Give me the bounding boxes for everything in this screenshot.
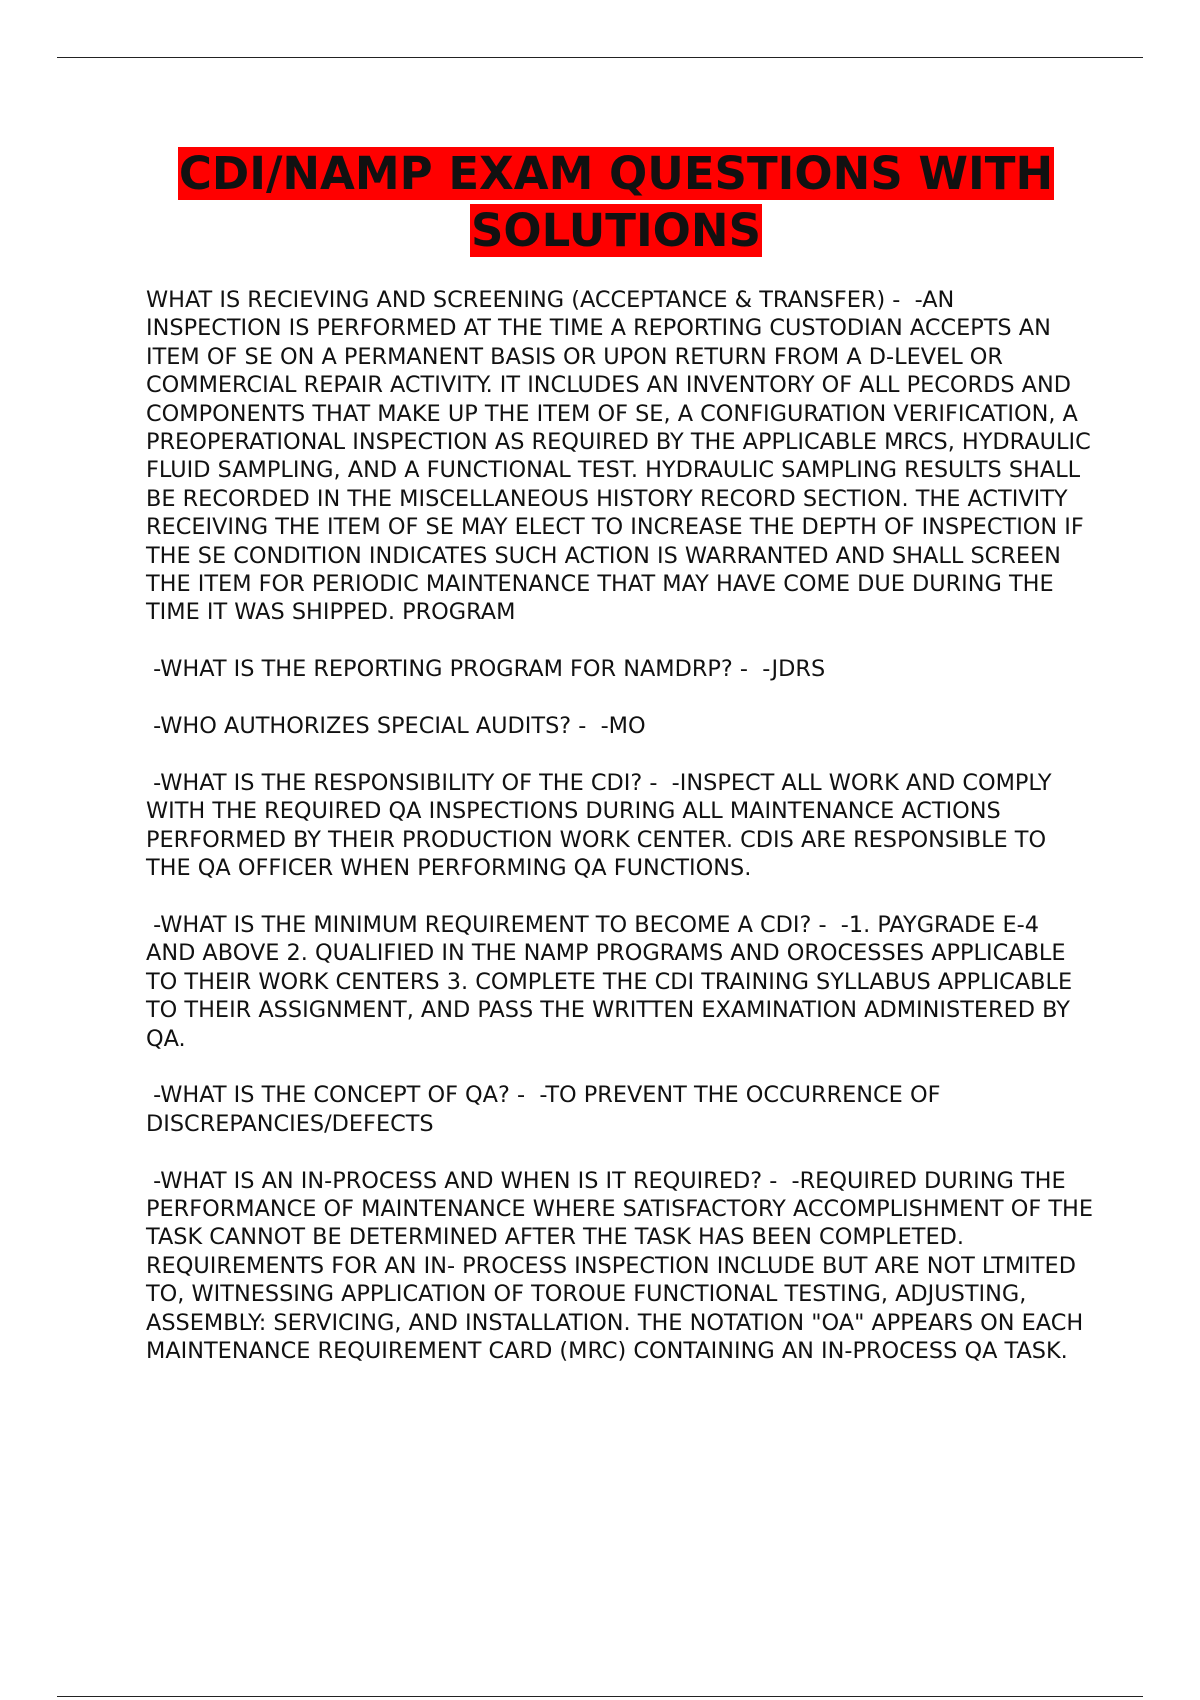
- qa-entry: -WHO AUTHORIZES SPECIAL AUDITS? - -MO: [146, 713, 646, 740]
- qa-entry: -WHAT IS THE RESPONSIBILITY OF THE CDI? - -INSPECT ALL WORK AND COMPLY WITH THE REQUIRED QA INSPECTIONS DURING ALL MAINTENANCE ACTIONS PERFORMED BY THEIR PRODUCTION WORK CENTER. CDIS ARE RESPONSIBLE TO THE QA OFFICER WHEN PERFORMING QA FUNCTIONS.: [146, 769, 1059, 882]
- qa-entry: -WHAT IS AN IN-PROCESS AND WHEN IS IT REQUIRED? - -REQUIRED DURING THE PERFORMANCE OF MAINTENANCE WHERE SATISFACTORY ACCOMPLISHMENT OF THE TASK CANNOT BE DETERMINED AFTER THE TASK HAS BEEN COMPLETED. REQUIREMENTS FOR AN IN- PROCESS INSPECTION INCLUDE BUT ARE NOT LTMITED TO, WITNESSING APPLICATION OF TOROUE FUNCTIONAL TESTING, ADJUSTING, ASSEMBLY: SERVICING, AND INSTALLATION. THE NOTATION "OA" APPEARS ON EACH MAINTENANCE REQUIREMENT CARD (MRC) CONTAINING AN IN-PROCESS QA TASK.: [146, 1167, 1101, 1364]
- qa-entry: -WHAT IS THE CONCEPT OF QA? - -TO PREVENT THE OCCURRENCE OF DISCREPANCIES/DEFECTS: [146, 1082, 948, 1137]
- title-highlight: CDI/NAMP EXAM QUESTIONS WITH SOLUTIONS: [178, 147, 1054, 257]
- document-title: [146, 145, 1086, 259]
- qa-entry: -WHAT IS THE REPORTING PROGRAM FOR NAMDRP? - -JDRS: [146, 656, 826, 683]
- qa-list: [146, 286, 1101, 1394]
- footer-rule: [57, 1696, 1143, 1697]
- qa-entry: WHAT IS RECIEVING AND SCREENING (ACCEPTANCE & TRANSFER) - -AN INSPECTION IS PERFORMED AT THE TIME A REPORTING CUSTODIAN ACCEPTS AN ITEM OF SE ON A PERMANENT BASIS OR UPON RETURN FROM A D-LEVEL OR COMMERCIAL REPAIR ACTIVITY. IT INCLUDES AN INVENTORY OF ALL PECORDS AND COMPONENTS THAT MAKE UP THE ITEM OF SE, A CONFIGURATION VERIFICATION, A PREOPERATIONAL INSPECTION AS REQUIRED BY THE APPLICABLE MRCS, HYDRAULIC FLUID SAMPLING, AND A FUNCTIONAL TEST. HYDRAULIC SAMPLING RESULTS SHALL BE RECORDED IN THE MISCELLANEOUS HISTORY RECORD SECTION. THE ACTIVITY RECEIVING THE ITEM OF SE MAY ELECT TO INCREASE THE DEPTH OF INSPECTION IF THE SE CONDITION INDICATES SUCH ACTION IS WARRANTED AND SHALL SCREEN THE ITEM FOR PERIODIC MAINTENANCE THAT MAY HAVE COME DUE DURING THE TIME IT WAS SHIPPED. PROGRAM: [146, 287, 1098, 626]
- header-rule: [57, 57, 1143, 58]
- qa-entry: -WHAT IS THE MINIMUM REQUIREMENT TO BECOME A CDI? - -1. PAYGRADE E-4 AND ABOVE 2. QUALIFIED IN THE NAMP PROGRAMS AND OROCESSES APPLICABLE TO THEIR WORK CENTERS 3. COMPLETE THE CDI TRAINING SYLLABUS APPLICABLE TO THEIR ASSIGNMENT, AND PASS THE WRITTEN EXAMINATION ADMINISTERED BY QA.: [146, 911, 1080, 1052]
